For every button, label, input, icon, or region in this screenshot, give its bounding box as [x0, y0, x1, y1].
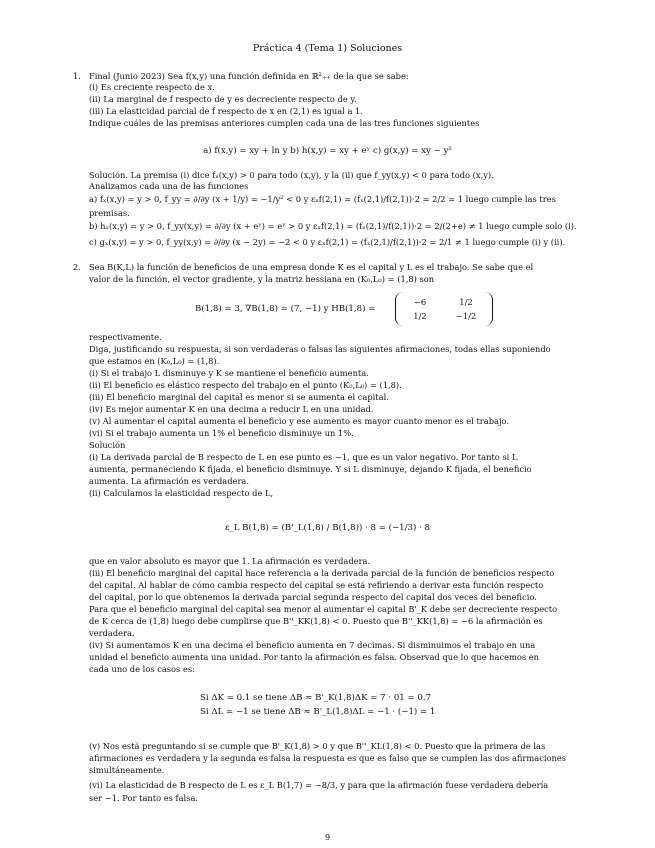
solution-2-line: aumenta, permaneciendo K fijada, el beneficio disminuye. Y si L disminuye, dejando K fijada, el beneficio	[89, 464, 532, 474]
problem-2-intro: valor de la función, el vector gradiente, y la matriz hessiana en (K₀,L₀) = (1,8) son	[89, 274, 435, 284]
hessian-matrix	[395, 292, 493, 326]
solution-1-line: b) hₓ(x,y) = y > 0, f_yy(x,y) = ∂/∂y (x + eʸ) = eʸ > 0 y εₓf(2,1) = (fₓ(2,1)/f(2,1))·2 = 2/(2+e) ≠ 1 luego cumple solo (i).	[89, 221, 577, 231]
statement-i: (i) Si el trabajo L disminuye y K se mantiene el beneficio aumenta.	[89, 368, 369, 378]
solution-1-line: a) fₓ(x,y) = y > 0, f_yy = ∂/∂y (x + 1/y) = −1/y² < 0 y εₓf(2,1) = (fₓ(2,1)/f(2,1))·2 = 2/2 = 1 luego cumple las tres	[89, 194, 556, 204]
problem-1-statement: Final (Junio 2023) Sea f(x,y) una función definida en ℝ²₊₊ de la que se sabe:	[89, 71, 409, 81]
problem-2-number: 2.	[73, 262, 81, 272]
statement-v: (v) Al aumentar el capital aumenta el beneficio y ese aumento es mayor cuanto menor es el trabajo.	[89, 416, 510, 426]
solution-2-line: afirmaciones es verdadera y la segunda es falsa la respuesta es que es falso que se cumplen las dos afirmaciones	[89, 753, 567, 763]
statement-ii: (ii) El beneficio es elástico respecto del trabajo en el punto (K₀,L₀) = (1,8).	[89, 380, 402, 390]
functions-list: a) f(x,y) = xy + ln y b) h(x,y) = xy + eʸ c) g(x,y) = xy − y²	[203, 146, 452, 156]
statement-iv: (iv) Es mejor aumentar K en una decima a reducir L en una unidad.	[89, 404, 374, 414]
premise-iii: (iii) La elasticidad parcial de f respecto de x en (2,1) es igual a 1.	[89, 106, 363, 116]
delta-l-equation: Si ΔL = −1 se tiene ΔB ≈ B'_L(1,8)ΔL = −1 · (−1) = 1	[200, 707, 436, 717]
solution-2-line: (vi) La elasticidad de B respecto de L es ε_L B(1,7) = −8/3, y para que la afirmación fuese verdadera debería	[89, 780, 549, 790]
solution-2-line: que en valor absoluto es mayor que 1. La afirmación es verdadera.	[89, 556, 371, 566]
problem-1-number: 1.	[73, 71, 81, 81]
matrix-cell: −6	[413, 297, 427, 307]
solution-1-line: c) gₓ(x,y) = y > 0, f_yy(x,y) = ∂/∂y (x − 2y) = −2 < 0 y εₓf(2,1) = (fₓ(2,1)/f(2,1))·2 = 2/1 ≠ 1 luego cumple (i) y (ii).	[89, 237, 566, 247]
solution-2-line: simultáneamente.	[89, 765, 165, 775]
solution-2-line: (iii) El beneficio marginal del capital hace referencia a la derivada parcial de la función de beneficios respecto	[89, 568, 555, 578]
solution-2-line: de K cerca de (1,8) luego debe cumplirse que B''_KK(1,8) < 0. Puesto que B''_KK(1,8) = −6 la afirmación es	[89, 616, 543, 626]
problem-2-line: que estamos en (K₀,L₀) = (1,8).	[89, 356, 220, 366]
solution-2-line: (iv) Si aumentamos K en una decima el beneficio aumenta en 7 decimas. Si disminuimos el trabajo en una	[89, 640, 536, 650]
statement-iii: (iii) El beneficio marginal del capital es menor si se aumenta el capital.	[89, 392, 389, 402]
matrix-cell: −1/2	[455, 311, 477, 321]
solution-2-line: del capital, por lo que obtenemos la derivada parcial segunda respecto del capital dos veces del beneficio.	[89, 592, 537, 602]
statement-vi: (vi) Si el trabajo aumenta un 1% el beneficio disminuye un 1%.	[89, 428, 354, 438]
page-number: 9	[324, 833, 331, 842]
solution-2-line: verdadera.	[89, 628, 135, 638]
elasticity-equation: ε_L B(1,8) = (B'_L(1,8) / B(1,8)) · 8 = (−1/3) · 8	[224, 523, 431, 533]
solution-2-line: aumenta. La afirmación es verdadera.	[89, 476, 249, 486]
solution-2-heading: Solución	[89, 440, 126, 450]
solution-1-line: Analizamos cada una de las funciones	[89, 181, 249, 191]
problem-2-intro: Sea B(K,L) la función de beneficios de una empresa donde K es el capital y L es el trabajo. Se sabe que el	[89, 262, 534, 272]
matrix-cell: 1/2	[459, 297, 473, 307]
solution-2-line: unidad el beneficio aumenta una unidad. Por tanto la afirmación es falsa. Observad que lo que hacemos en	[89, 652, 540, 662]
solution-2-line: (ii) Calculamos la elasticidad respecto de L,	[89, 488, 274, 498]
solution-2-line: Para que el beneficio marginal del capital sea menor al aumentar el capital B'_K debe ser decreciente respecto	[89, 604, 558, 614]
delta-k-equation: Si ΔK = 0.1 se tiene ΔB ≈ B'_K(1,8)ΔK = 7 · 01 = 0.7	[200, 693, 432, 703]
problem-2-line: Diga, justificando su respuesta, si son verdaderas o falsas las siguientes afirmaciones, todas ellas suponiendo	[89, 344, 551, 354]
solution-1-line: premisas.	[89, 208, 130, 218]
solution-2-line: del capital. Al hablar de cómo cambia respecto del capital se está refiriendo a derivar esta función respecto	[89, 580, 544, 590]
solution-2-line: ser −1. Por tanto es falsa.	[89, 793, 199, 803]
solution-2-line: (v) Nos está preguntando si se cumple que B'_K(1,8) > 0 y que B''_KL(1,8) < 0. Puesto que la primera de las	[89, 741, 546, 751]
premise-i: (i) Es creciente respecto de x.	[89, 82, 215, 92]
solution-2-line: cada uno de los casos es:	[89, 664, 195, 674]
matrix-cell: 1/2	[413, 311, 427, 321]
solution-1-line: Solución. La premisa (i) dice fₓ(x,y) > 0 para todo (x,y), y la (ii) que f_yy(x,y) < 0 para todo (x,y).	[89, 170, 494, 180]
problem-2-line: respectivamente.	[89, 332, 162, 342]
solution-2-line: (i) La derivada parcial de B respecto de L en ese punto es −1, que es un valor negativo. Por tanto si L	[89, 452, 518, 462]
page-title: Práctica 4 (Tema 1) Soluciones	[252, 43, 403, 54]
problem-1-question: Indique cuáles de las premisas anteriores cumplen cada una de las tres funciones siguientes	[89, 118, 480, 128]
values-equation: B(1,8) = 3, ∇B(1,8) = (7, −1) y HB(1,8) =	[195, 304, 376, 314]
premise-ii: (ii) La marginal de f respecto de y es decreciente respecto de y.	[89, 94, 357, 104]
